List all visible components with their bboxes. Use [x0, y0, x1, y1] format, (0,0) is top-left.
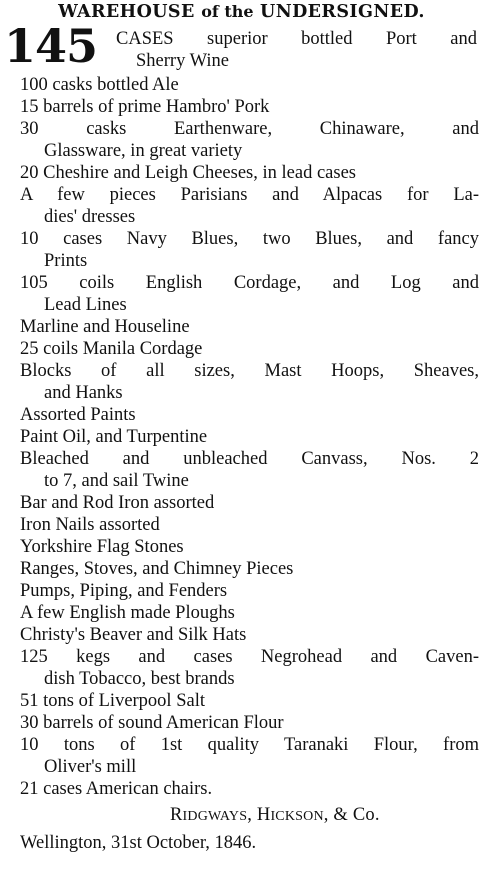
list-item-line: Yorkshire Flag Stones: [20, 537, 184, 557]
list-item-line: Pumps, Piping, and Fenders: [20, 581, 228, 601]
list-item: [4, 184, 479, 228]
list-item-line: 20 Cheshire and Leigh Cheeses, in lead cases: [20, 163, 356, 183]
list-item-line: 10 cases Navy Blues, two Blues, and fancy: [20, 229, 479, 249]
list-item: [4, 272, 479, 316]
list-item-line: Iron Nails assorted: [20, 515, 160, 535]
list-item: [4, 316, 479, 338]
list-item-line: Paint Oil, and Turpentine: [20, 427, 208, 447]
list-item: [4, 514, 479, 536]
signature-initial-2: H: [256, 805, 271, 825]
heading-of-the: of the: [201, 2, 254, 21]
list-item: [4, 492, 479, 514]
list-item-line: Ranges, Stoves, and Chimney Pieces: [20, 559, 294, 579]
list-item: [4, 734, 479, 778]
list-item-continuation: Lead Lines: [44, 295, 127, 315]
lead-line-2: Sherry Wine: [136, 51, 229, 71]
list-item-line: 105 coils English Cordage, and Log and: [20, 273, 479, 293]
signature-tail: & Co.: [333, 805, 380, 825]
dateline: Wellington, 31st October, 1846.: [20, 833, 257, 853]
list-item-continuation: Oliver's mill: [44, 757, 137, 777]
list-item: [4, 690, 479, 712]
list-item: [4, 558, 479, 580]
list-item-line: 10 tons of 1st quality Taranaki Flour, from: [20, 735, 479, 755]
list-item: [4, 338, 479, 360]
list-item: [4, 74, 479, 96]
list-item-line: 30 casks Earthenware, Chinaware, and: [20, 119, 479, 139]
list-item-continuation: Prints: [44, 251, 88, 271]
list-item-line: 30 barrels of sound American Flour: [20, 713, 284, 733]
signature: RIDGWAYS, HICKSON, & Co.: [170, 805, 380, 825]
list-item-line: Bar and Rod Iron assorted: [20, 493, 215, 513]
list-item-line: Christy's Beaver and Silk Hats: [20, 625, 247, 645]
heading-undersigned: UNDERSIGNED.: [260, 2, 425, 22]
list-item-line: 51 tons of Liverpool Salt: [20, 691, 205, 711]
list-item: [4, 536, 479, 558]
lead-entry: [4, 19, 479, 74]
list-item-line: 21 cases American chairs.: [20, 779, 213, 799]
list-item: [4, 448, 479, 492]
signature-name-1: IDGWAYS: [182, 809, 248, 824]
list-item-continuation: dish Tobacco, best brands: [44, 669, 235, 689]
list-item: [4, 96, 479, 118]
list-item-continuation: Glassware, in great variety: [44, 141, 243, 161]
list-item-line: Blocks of all sizes, Mast Hoops, Sheaves,: [20, 361, 479, 381]
list-item-line: Bleached and unbleached Canvass, Nos. 2: [20, 449, 479, 469]
heading-warehouse: WAREHOUSE: [58, 2, 195, 22]
signature-initial-1: R: [170, 805, 183, 825]
lead-number: 145: [4, 19, 98, 73]
list-item: [4, 624, 479, 646]
list-item-line: 15 barrels of prime Hambro' Pork: [20, 97, 270, 117]
lead-line-1: CASES superior bottled Port and: [116, 29, 477, 49]
list-item-line: Assorted Paints: [20, 405, 136, 425]
list-item: [4, 360, 479, 404]
list-item: [4, 162, 479, 184]
list-item: [4, 778, 479, 800]
list-item-line: 100 casks bottled Ale: [20, 75, 179, 95]
list-item-line: 125 kegs and cases Negrohead and Caven-: [20, 647, 479, 667]
list-item: [4, 646, 479, 690]
signature-name-2: ICKSON: [270, 809, 324, 824]
list-item-continuation: dies' dresses: [44, 207, 136, 227]
list-item: [4, 404, 479, 426]
list-item: [4, 712, 479, 734]
list-item-line: 25 coils Manila Cordage: [20, 339, 203, 359]
list-item-line: A few English made Ploughs: [20, 603, 235, 623]
list-item-line: A few pieces Parisians and Alpacas for La-: [20, 185, 479, 205]
list-item: [4, 426, 479, 448]
goods-list: [4, 74, 479, 800]
list-item: [4, 602, 479, 624]
list-item: [4, 228, 479, 272]
list-item-line: Marline and Houseline: [20, 317, 190, 337]
list-item: [4, 580, 479, 602]
list-item-continuation: to 7, and sail Twine: [44, 471, 189, 491]
list-item: [4, 118, 479, 162]
list-item-continuation: and Hanks: [44, 383, 123, 403]
